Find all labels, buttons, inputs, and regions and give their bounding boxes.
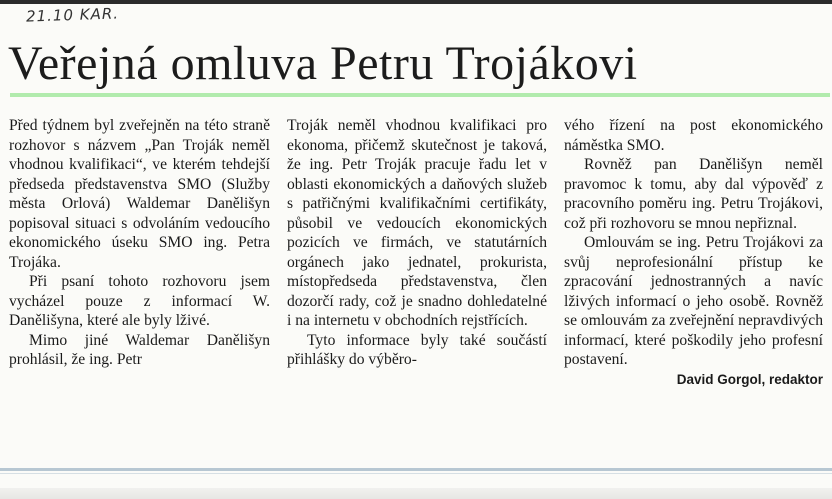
headline: Veřejná omluva Petru Trojákovi	[8, 37, 638, 90]
paragraph: vého řízení na post ekonomického náměstka SMO.	[564, 117, 823, 154]
bottom-rule-thin	[0, 473, 832, 474]
paragraph: Před týdnem byl zveřejněn na této straně rozhovor s názvem „Pan Troják neměl vhodnou kvalifikaci“, ve kterém tehdejší předseda představenstva SMO (Služby města Orlová) Waldemar Danělišyn popisoval situaci s odvoláním vedoucího ekonomického úseku SMO ing. Petra Trojáka.	[9, 117, 270, 271]
paragraph: Omlouvám se ing. Petru Trojákovi za svůj neprofesionální přístup ke zpracování jednostranných a navíc lživých informací o jeho osobě. Rovněž se omlouvám za zveřejnění nepravdivých informací, které poškodily jeho profesní postavení.	[564, 234, 823, 368]
paragraph: Při psaní tohoto rozhovoru jsem vycházel pouze z informací W. Danělišyna, které ale byly lživé.	[9, 273, 270, 329]
scan-bottom-edge	[0, 488, 832, 499]
paragraph: Troják neměl vhodnou kvalifikaci pro ekonoma, přičemž skutečnost je taková, že ing. Petr Troják pracuje řadu let v oblasti ekonomických a daňových služeb s patřičnými kvalifikačními certifikáty, působil ve vedoucích ekonomických pozicích ve firmách, ve statutárních orgánech jako jednatel, prokurista, místopředseda představenstva, člen dozorčí rady, což je snadno dohledatelné i na internetu v obchodních rejstřících.	[287, 117, 547, 329]
article-body	[0, 116, 832, 456]
scan-top-edge	[0, 0, 832, 4]
paragraph: Tyto informace byly také součástí přihlášky do výběro-	[287, 331, 547, 368]
article-column-2	[287, 116, 547, 370]
article-column-1	[9, 116, 270, 370]
highlighter-stroke	[10, 93, 830, 97]
paragraph: Rovněž pan Danělišyn neměl pravomoc k tomu, aby dal výpověď z pracovního poměru ing. Petru Trojákovi, což při rozhovoru se mnou nepřiznal.	[564, 156, 823, 232]
bottom-rule	[0, 468, 832, 471]
handwritten-note: 21.10 KAR.	[25, 4, 120, 26]
article-column-3	[564, 116, 823, 389]
byline: David Gorgol, redaktor	[676, 371, 823, 387]
paragraph: Mimo jiné Waldemar Danělišyn prohlásil, že ing. Petr	[9, 331, 270, 368]
